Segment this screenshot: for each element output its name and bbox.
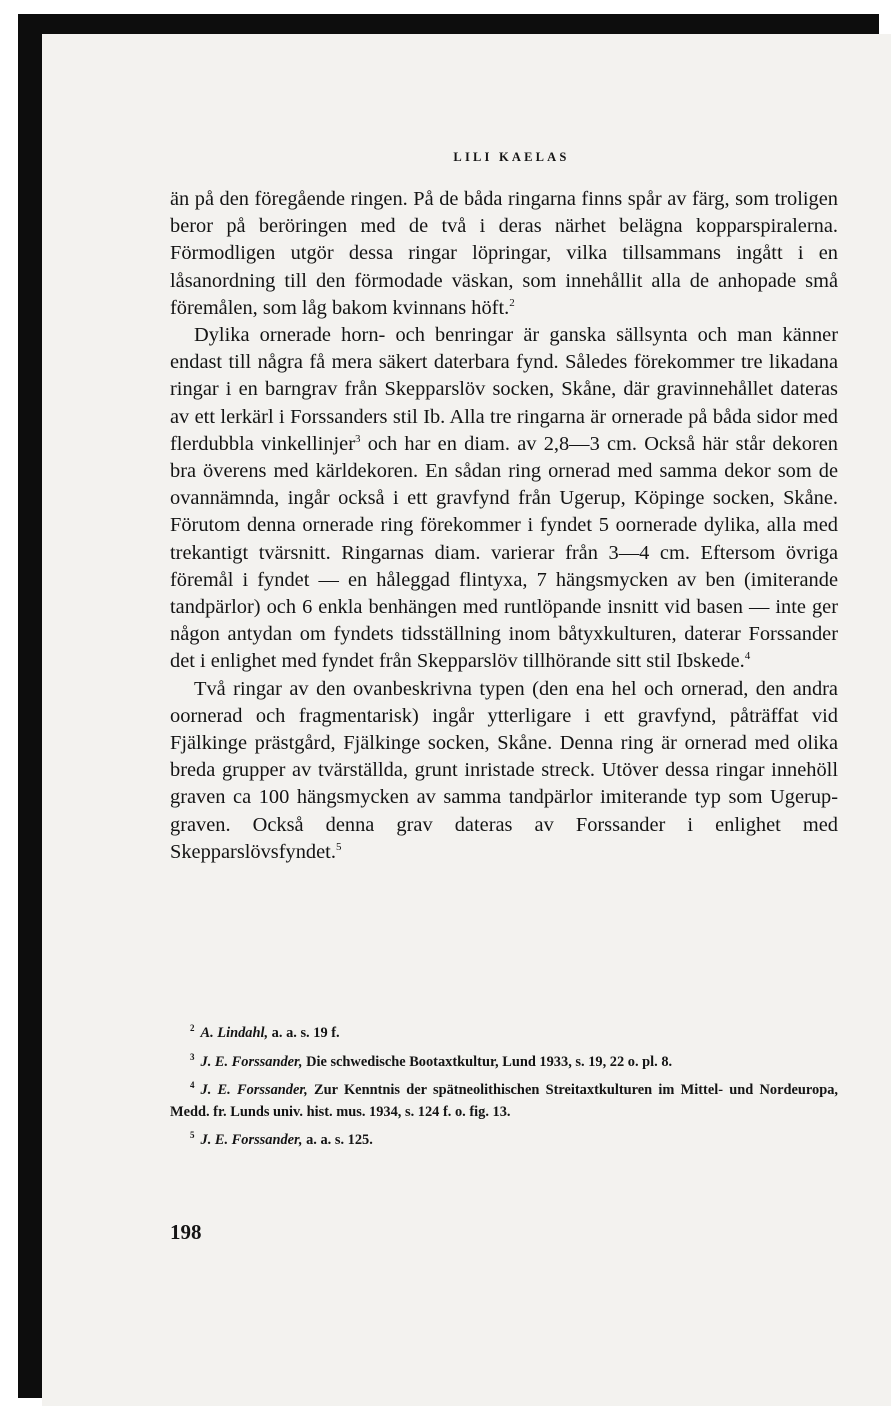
footnote: [170, 1052, 838, 1074]
body-paragraph: [170, 676, 838, 866]
body-text-run: Dylika ornerade horn- och benringar är ganska sällsynta och man känner endast till några få mera säkert daterbara fynd. Således förekommer tre likadana ringar i en barngrav från Skepparslöv socken, Skåne, där gravinnehållet dateras av ett lerkärl i Forssanders stil Ib. Alla tre ringarna är ornerade på båda sidor med flerdubbla vinkellinjer: [170, 324, 838, 455]
footnote-text: a. a. s. 125.: [302, 1132, 373, 1148]
footnote-reference: 2: [509, 296, 515, 309]
body-text-run: Två ringar av den ovanbeskrivna typen (den ena hel och ornerad, den andra oornerad och fragmentarisk) ingår ytterligare i ett gravfynd, påträffat vid Fjälkinge prästgård, Fjälkinge socken, Skåne. Denna ring är ornerad med olika breda grupper av tvärställda, grunt inristade streck. Utöver dessa ringar innehöll graven ca 100 hängsmycken av samma tandpärlor imiterande typ som Ugerup-graven. Också denna grav dateras av Forssander i enlighet med Skepparslövsfyndet.: [170, 677, 838, 863]
footnote-number: 5: [190, 1130, 195, 1140]
footnote: [170, 1080, 838, 1123]
footnote-number: 3: [190, 1051, 195, 1062]
footnote-reference: 5: [335, 840, 342, 853]
scan-frame-border: [18, 14, 879, 1398]
footnote-author: A. Lindahl,: [200, 1025, 269, 1041]
footnote-number: 4: [190, 1080, 195, 1090]
footnote-author: J. E. Forssander,: [200, 1132, 303, 1148]
body-paragraph: [170, 186, 838, 322]
footnotes: [170, 1023, 838, 1159]
running-header: LILI KAELAS: [453, 150, 570, 164]
footnote-author: J. E. Forssander,: [200, 1082, 308, 1098]
footnote-author: J. E. Forssander,: [200, 1053, 303, 1070]
footnote: [170, 1023, 838, 1045]
footnote-reference: 3: [355, 432, 361, 445]
body-text-run: än på den föregående ringen. På de båda ringarna finns spår av färg, som troligen beror på beröringen med de två i deras närhet belägna kopparspiralerna. Förmodligen utgör dessa ringar löpringar, vilka tillsammans ingått i en låsanordning till den förmodade väskan, som innehållit alla de anhopade små föremålen, som låg bakom kvinnans höft.: [170, 188, 838, 319]
page-number: 198: [170, 1220, 202, 1244]
body-paragraph: [170, 322, 838, 676]
footnote-number: 2: [190, 1023, 195, 1033]
book-page: [42, 34, 891, 1406]
body-text-run: och har en diam. av 2,8—3 cm. Också här står dekoren bra överens med kärldekoren. En sådan ring ornerad med samma dekor som de ovannämnda, ingår också i ett gravfynd från Ugerup, Köpinge socken, Skåne. Förutom denna ornerade ring förekommer i fyndet 5 oornerade dylika, alla med trekantigt tvärsnitt. Ringarnas diam. varierar från 3—4 cm. Eftersom övriga föremål i fyndet — en håleggad flintyxa, 7 hängsmycken av ben (imiterande tandpärlor) och 6 enkla benhängen med runtlöpande insnitt vid basen — inte ger någon antydan om fyndets tidsställning inom båtyxkulturen, daterar Forssander det i enlighet med fyndet från Skepparslöv tillhörande sitt stil Ibskede.: [170, 432, 838, 673]
body-text: [170, 186, 838, 866]
footnote-text: a. a. s. 19 f.: [268, 1025, 340, 1041]
footnote-reference: 4: [744, 650, 751, 663]
footnote-text: Zur Kenntnis der spätneolithischen Streitaxtkulturen im Mittel- und Nordeuropa, Medd. fr. Lunds univ. hist. mus. 1934, s. 124 f. o. fig. 13.: [170, 1082, 838, 1120]
footnote-text: Die schwedische Bootaxtkultur, Lund 1933, s. 19, 22 o. pl. 8.: [302, 1053, 673, 1070]
footnote: [170, 1130, 838, 1152]
